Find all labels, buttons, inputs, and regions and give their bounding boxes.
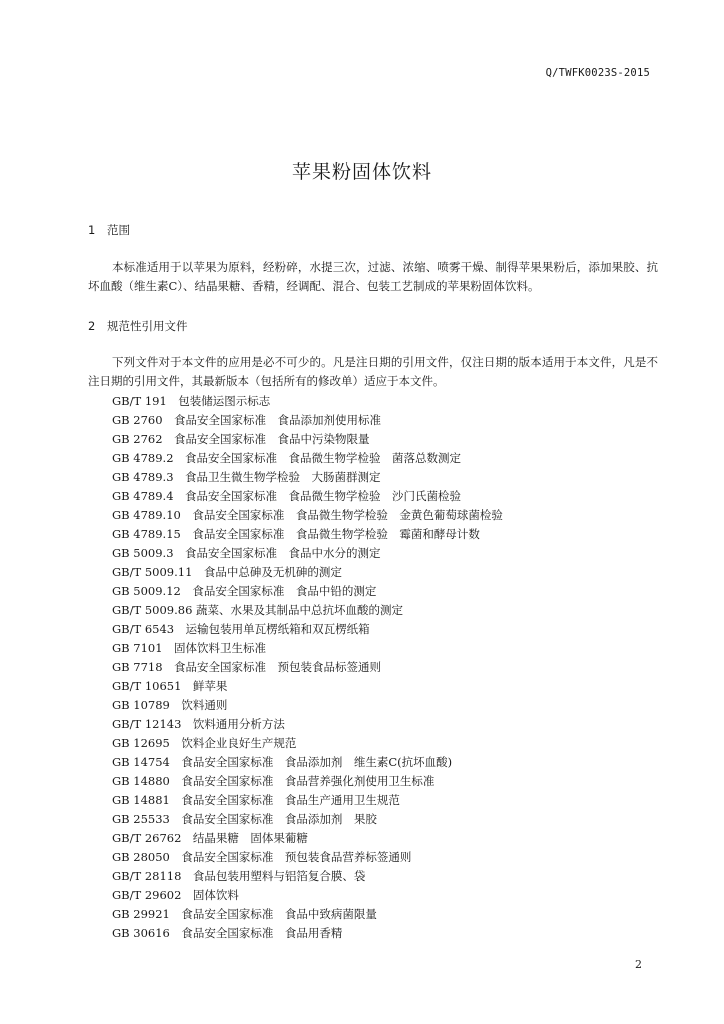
document-code: Q/TWFK0023S-2015 <box>545 67 650 79</box>
reference-item: GB 4789.4 食品安全国家标准 食品微生物学检验 沙门氏菌检验 <box>112 489 462 503</box>
reference-item: GB 4789.10 食品安全国家标准 食品微生物学检验 金黄色葡萄球菌检验 <box>112 508 503 522</box>
reference-item: GB 14880 食品安全国家标准 食品营养强化剂使用卫生标准 <box>112 774 435 788</box>
reference-item: GB/T 5009.11 食品中总砷及无机砷的测定 <box>112 565 342 579</box>
reference-item: GB 4789.15 食品安全国家标准 食品微生物学检验 霉菌和酵母计数 <box>112 527 480 541</box>
reference-item: GB 28050 食品安全国家标准 预包装食品营养标签通则 <box>112 850 412 864</box>
reference-item: GB 10789 饮料通则 <box>112 698 228 712</box>
references-intro-paragraph: 下列文件对于本文件的应用是必不可少的。凡是注日期的引用文件，仅注日期的版本适用于本文件，凡是不注日期的引用文件，其最新版本（包括所有的修改单）适应于本文件。 <box>88 355 658 388</box>
reference-item: GB 25533 食品安全国家标准 食品添加剂 果胶 <box>112 812 377 826</box>
reference-item: GB/T 191 包装储运图示标志 <box>112 394 271 408</box>
reference-item: GB 30616 食品安全国家标准 食品用香精 <box>112 926 343 940</box>
reference-item: GB/T 10651 鲜苹果 <box>112 679 228 693</box>
reference-item: GB 7718 食品安全国家标准 预包装食品标签通则 <box>112 660 382 674</box>
reference-item: GB 12695 饮料企业良好生产规范 <box>112 736 297 750</box>
section-title: 范围 <box>107 223 130 237</box>
section-heading-scope <box>88 222 130 238</box>
reference-item: GB 5009.3 食品安全国家标准 食品中水分的测定 <box>112 546 381 560</box>
reference-item: GB 2762 食品安全国家标准 食品中污染物限量 <box>112 432 370 446</box>
section-number: 2 <box>88 319 96 333</box>
reference-item: GB/T 6543 运输包装用单瓦楞纸箱和双瓦楞纸箱 <box>112 622 370 636</box>
section-number: 1 <box>88 223 96 237</box>
reference-item: GB 5009.12 食品安全国家标准 食品中铅的测定 <box>112 584 377 598</box>
reference-item: GB/T 29602 固体饮料 <box>112 888 239 902</box>
reference-item: GB 4789.3 食品卫生微生物学检验 大肠菌群测定 <box>112 470 381 484</box>
page-number: 2 <box>635 958 642 971</box>
section-title: 规范性引用文件 <box>107 319 188 333</box>
reference-item: GB 7101 固体饮料卫生标准 <box>112 641 267 655</box>
reference-item: GB/T 26762 结晶果糖 固体果葡糖 <box>112 831 308 845</box>
reference-item: GB 4789.2 食品安全国家标准 食品微生物学检验 菌落总数测定 <box>112 451 462 465</box>
document-title: 苹果粉固体饮料 <box>291 161 432 183</box>
reference-item: GB/T 12143 饮料通用分析方法 <box>112 717 285 731</box>
scope-paragraph: 本标准适用于以苹果为原料，经粉碎，水提三次，过滤、浓缩、喷雾干燥、制得苹果果粉后，添加果胶、抗坏血酸（维生素C）、结晶果糖、香精，经调配、混合、包装工艺制成的苹果粉固体饮料。 <box>88 260 658 293</box>
reference-item: GB 14754 食品安全国家标准 食品添加剂 维生素C(抗坏血酸) <box>112 755 453 769</box>
reference-item: GB 2760 食品安全国家标准 食品添加剂使用标准 <box>112 413 382 427</box>
reference-item: GB 29921 食品安全国家标准 食品中致病菌限量 <box>112 907 377 921</box>
reference-item: GB 14881 食品安全国家标准 食品生产通用卫生规范 <box>112 793 400 807</box>
reference-list <box>112 392 503 943</box>
section-heading-normative-references <box>88 318 188 334</box>
reference-item: GB/T 28118 食品包装用塑料与铝箔复合膜、袋 <box>112 869 366 883</box>
reference-item: GB/T 5009.86 蔬菜、水果及其制品中总抗坏血酸的测定 <box>112 603 404 617</box>
